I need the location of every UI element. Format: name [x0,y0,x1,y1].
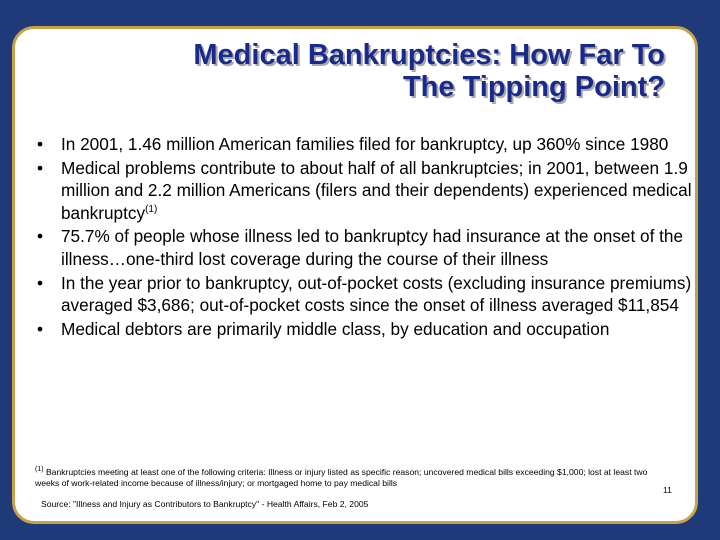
bullet-dot: • [36,318,44,339]
bullet-item [33,318,698,341]
footnote-reference: (1) [145,203,158,215]
bullet-text: 75.7% of people whose illness led to bankruptcy had insurance at the onset of the illness…one-third lost coverage during the course of their illness [61,226,684,269]
slide-card [12,26,698,524]
footnote [35,467,665,489]
bullet-text: Medical debtors are primarily middle class, by education and occupation [61,318,610,339]
bullet-item [33,133,698,156]
title-line-2: The Tipping Point? [402,71,665,103]
bullet-item [33,157,698,225]
slide-title [193,39,665,103]
bullet-text: In 2001, 1.46 million American families filed for bankruptcy, up 360% since 1980 [61,134,669,154]
source-citation: Source: "Illness and Injury as Contributors to Bankruptcy" - Health Affairs, Feb 2, 2005 [41,499,369,509]
bullet-dot: • [36,134,44,154]
bullet-item [33,272,698,317]
footnote-text: Bankruptcies meeting at least one of the following criteria: Illness or injury listed as specific reason; uncovered medical bills exceeding $1,000; lost at least two weeks of work-related income because of illness/injury; or mortgaged home to pay medical bills [35,467,648,488]
bullet-dot: • [36,272,44,293]
bullet-text: Medical problems contribute to about half of all bankruptcies; in 2001, between 1.9 million and 2.2 million Americans (filers and their dependents) experienced medical bankruptcy [61,157,692,223]
footnote-marker: (1) [35,466,44,473]
bullet-dot: • [36,226,44,247]
bullet-item [33,225,698,270]
bullet-dot: • [36,157,44,178]
bullet-list [33,133,698,341]
page-number: 11 [663,485,672,495]
bullet-text: In the year prior to bankruptcy, out-of-pocket costs (excluding insurance premiums) averaged $3,686; out-of-pocket costs since the onset of illness averaged $11,854 [61,272,692,316]
title-line-1: Medical Bankruptcies: How Far To [193,39,665,71]
